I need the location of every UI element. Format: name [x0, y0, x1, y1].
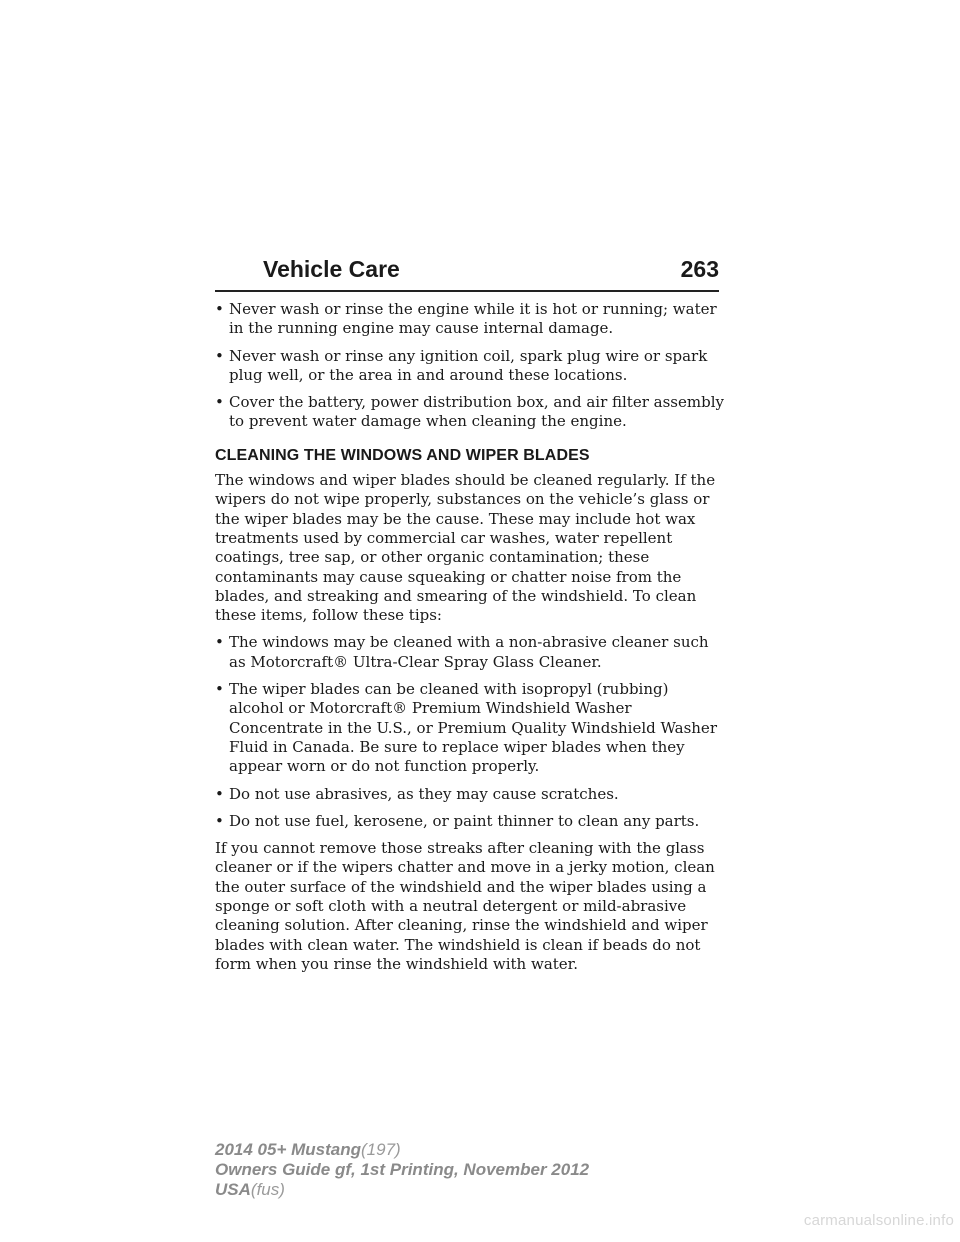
bullet-icon: •: [215, 811, 224, 830]
bullet-icon: •: [215, 680, 224, 699]
bullet-icon: •: [215, 393, 224, 412]
bullet-icon: •: [215, 633, 224, 652]
section-heading: CLEANING THE WINDOWS AND WIPER BLADES: [215, 446, 590, 464]
list-item: [215, 785, 725, 804]
page-content: [215, 300, 725, 982]
list-item: [215, 300, 725, 339]
footer-market-code: (fus): [250, 1180, 285, 1199]
list-item: [215, 347, 725, 386]
list-item-text: Cover the battery, power distribution box, and air filter assembly to prevent water damage when cleaning the engine.: [229, 393, 724, 431]
page-number: 263: [680, 256, 719, 282]
list-item-text: Do not use abrasives, as they may cause scratches.: [229, 784, 619, 803]
list-item: [215, 393, 725, 432]
footer-line-model: [215, 1140, 715, 1160]
watermark: carmanualsonline.info: [803, 1212, 954, 1229]
footer-market: USA: [215, 1180, 251, 1199]
list-item-text: The wiper blades can be cleaned with isopropyl (rubbing) alcohol or Motorcraft® Premium Windshield Washer Concentrate in the U.S., or Premium Quality Windshield Washer Fluid in Canada. Be sure to replace wiper blades when they appear worn or do not function properly.: [229, 680, 717, 776]
header-rule: [215, 290, 719, 292]
intro-paragraph: The windows and wiper blades should be cleaned regularly. If the wipers do not wipe properly, substances on the vehicle’s glass or the wiper blades may be the cause. These may include hot wax treatments used by commercial car washes, water repellent coatings, tree sap, or other organic contamination; these contaminants may cause squeaking or chatter noise from the blades, and streaking and smearing of the windshield. To clean these items, follow these tips:: [215, 471, 716, 625]
closing-paragraph: If you cannot remove those streaks after cleaning with the glass cleaner or if the wipers chatter and move in a jerky motion, clean the outer surface of the windshield and the wiper blades using a sponge or soft cloth with a neutral detergent or mild-abrasive cleaning solution. After cleaning, rinse the windshield and wiper blades with clean water. The windshield is clean if beads do not form when you rinse the windshield with water.: [215, 839, 715, 973]
print-footer: [215, 1140, 715, 1200]
footer-code: (197): [361, 1140, 401, 1159]
footer-model: 2014 05+ Mustang: [215, 1140, 361, 1159]
bullet-icon: •: [215, 300, 224, 318]
list-item: [215, 680, 725, 776]
list-item-text: Never wash or rinse any ignition coil, spark plug wire or spark plug well, or the area in and around these locations.: [229, 346, 708, 384]
list-item-text: Never wash or rinse the engine while it is hot or running; water in the running engine may cause internal damage.: [229, 300, 717, 338]
list-item-text: The windows may be cleaned with a non-abrasive cleaner such as Motorcraft® Ultra-Clear Spray Glass Cleaner.: [229, 633, 709, 671]
bullet-icon: •: [215, 346, 224, 365]
bullet-icon: •: [215, 784, 224, 803]
page-header: [215, 256, 719, 292]
footer-line-printing: Owners Guide gf, 1st Printing, November 2012: [215, 1160, 590, 1179]
list-item: [215, 633, 725, 672]
footer-line-market: [215, 1180, 715, 1200]
list-item-text: Do not use fuel, kerosene, or paint thinner to clean any parts.: [229, 811, 700, 830]
section-title: Vehicle Care: [263, 256, 400, 282]
list-item: [215, 812, 725, 831]
